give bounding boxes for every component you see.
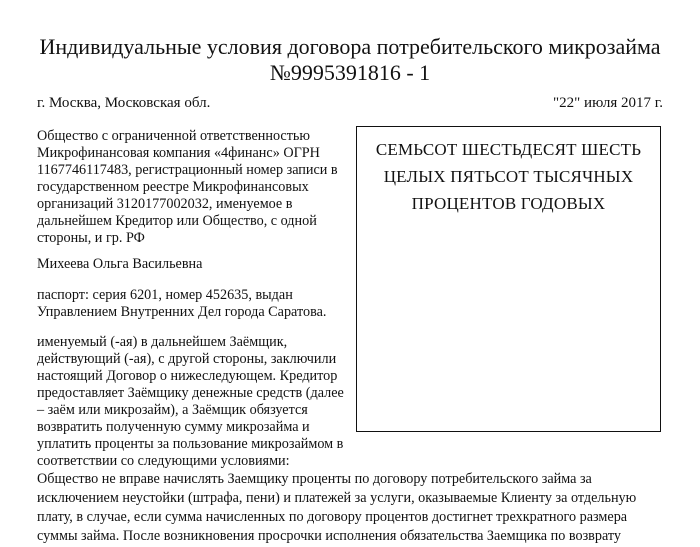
interest-rate-text: СЕМЬСОТ ШЕСТЬДЕСЯТ ШЕСТЬ ЦЕЛЫХ ПЯТЬСОТ ТЫСЯЧНЫХ ПРОЦЕНТОВ ГОДОВЫХ [375,140,642,213]
place-of-signing: г. Москва, Московская обл. [37,95,211,111]
interest-rate-box [356,126,661,432]
notice-paragraph: Общество не вправе начислять Заемщику проценты по договору потребительского займа за исключением неустойки (штрафа, пени) и платежей за услуги, оказываемые Клиенту за отдельную плату, в случае, если сумма начисленных по договору процентов достигнет трехкратного размера суммы займа. После возникновения просрочки исполнения обязательства Заемщика по возврату [37,471,637,544]
creditor-paragraph: Общество с ограниченной ответственностью Микрофинансовая компания «4финанс» ОГРН 1167746117483, регистрационный номер записи в государственном реестре Микрофинансовых организаций 3120177002032, именуемое в дальнейшем Кредитор или Общество, с одной стороны, и гр. РФ [37,128,338,246]
borrower-name: Михеева Ольга Васильевна [37,256,203,272]
date-of-signing: "22" июля 2017 г. [553,95,663,111]
agreement-paragraph: именуемый (-ая) в дальнейшем Заёмщик, действующий (-ая), с другой стороны, заключили настоящий Договор о нижеследующем. Кредитор предоставляет Заёмщику денежные средств (далее – заём или микрозайм), а Заёмщик обязуется возвратить полученную сумму микрозайма и уплатить проценты за пользование микрозаймом в соответствии со следующими условиями: [37,334,344,469]
title-line-1: Индивидуальные условия договора потребительского микрозайма [39,34,661,59]
passport-paragraph: паспорт: серия 6201, номер 452635, выдан Управлением Внутренних Дел города Саратова. [37,287,327,320]
contract-number: №9995391816 - 1 [269,60,431,85]
